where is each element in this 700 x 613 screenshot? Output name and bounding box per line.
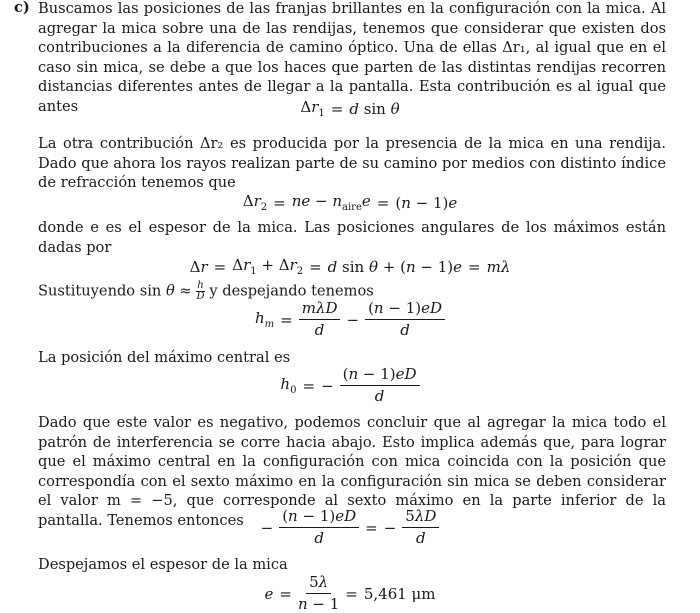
paragraph-6: Dado que este valor es negativo, podemos concluir que al agregar la mica todo el patrón de interferencia se corre hacia abajo. Esto implica además que, para lograr que el máximo central en la configuración con mica coincida con la posición que correspondía con el sexto máximo en la configuración sin mica se deben considerar el valor m = −5, que corresponde al sexto máximo en la parte inferior de la pantalla. Tenemos entonces [38,414,666,529]
paragraph-3: donde e es el espesor de la mica. Las posiciones angulares de los máximos están dadas por [38,219,666,256]
equation-3: Δr = $\Delta r_1 + \Delta r_2$ = d sin θ + (n − 1)e = mλ [189,256,511,277]
equation-5: $h_0$ = − $\frac{(n - 1)eD}{d}$ [0,366,700,405]
paragraph-2: La otra contribución Δr₂ es producida por la presencia de la mica en una rendija. Dado que ahora los rayos realizan parte de su camino por medios con distinto índice de refracción tenemos que [38,135,666,192]
equation-1: $\Delta r_1$ = d sin θ [300,98,400,119]
item-label: c) [14,0,30,16]
paragraph-1: Buscamos las posiciones de las franjas brillantes en la configuración con la mica. Al agregar la mica sobre una de las rendijas, tenemos que considerar que existen dos contribuciones a la diferencia de camino óptico. Una de ellas Δr₁, al igual que en el caso sin mica, se debe a que los haces que parten de las distintas rendijas recorren distancias diferentes antes de llegar a la pantalla. Esta contribución es al igual que antes [38,0,666,115]
paragraph-4: Sustituyendo sin θ ≈ $\frac{h}{D}$ y despejando tenemos [38,280,374,302]
equation-2: $\Delta r_2$ = ne − $n_{aire}e$ = (n − 1)e [242,192,458,213]
equation-7: e = $\frac{5\lambda}{n - 1}$ = 5,461 μm [264,573,436,613]
paragraph-5: La posición del máximo central es [38,349,291,366]
paragraph-7: Despejamos el espesor de la mica [38,556,288,573]
equation-4: $h_m$ = $\frac{\text{mλD}}{d}$ − $\frac{(n - 1)eD}{d}$ [0,300,700,339]
equation-6: − $\frac{(n - 1)eD}{d}$ = − $\frac{5\lambda D}{d}$ [0,508,700,547]
